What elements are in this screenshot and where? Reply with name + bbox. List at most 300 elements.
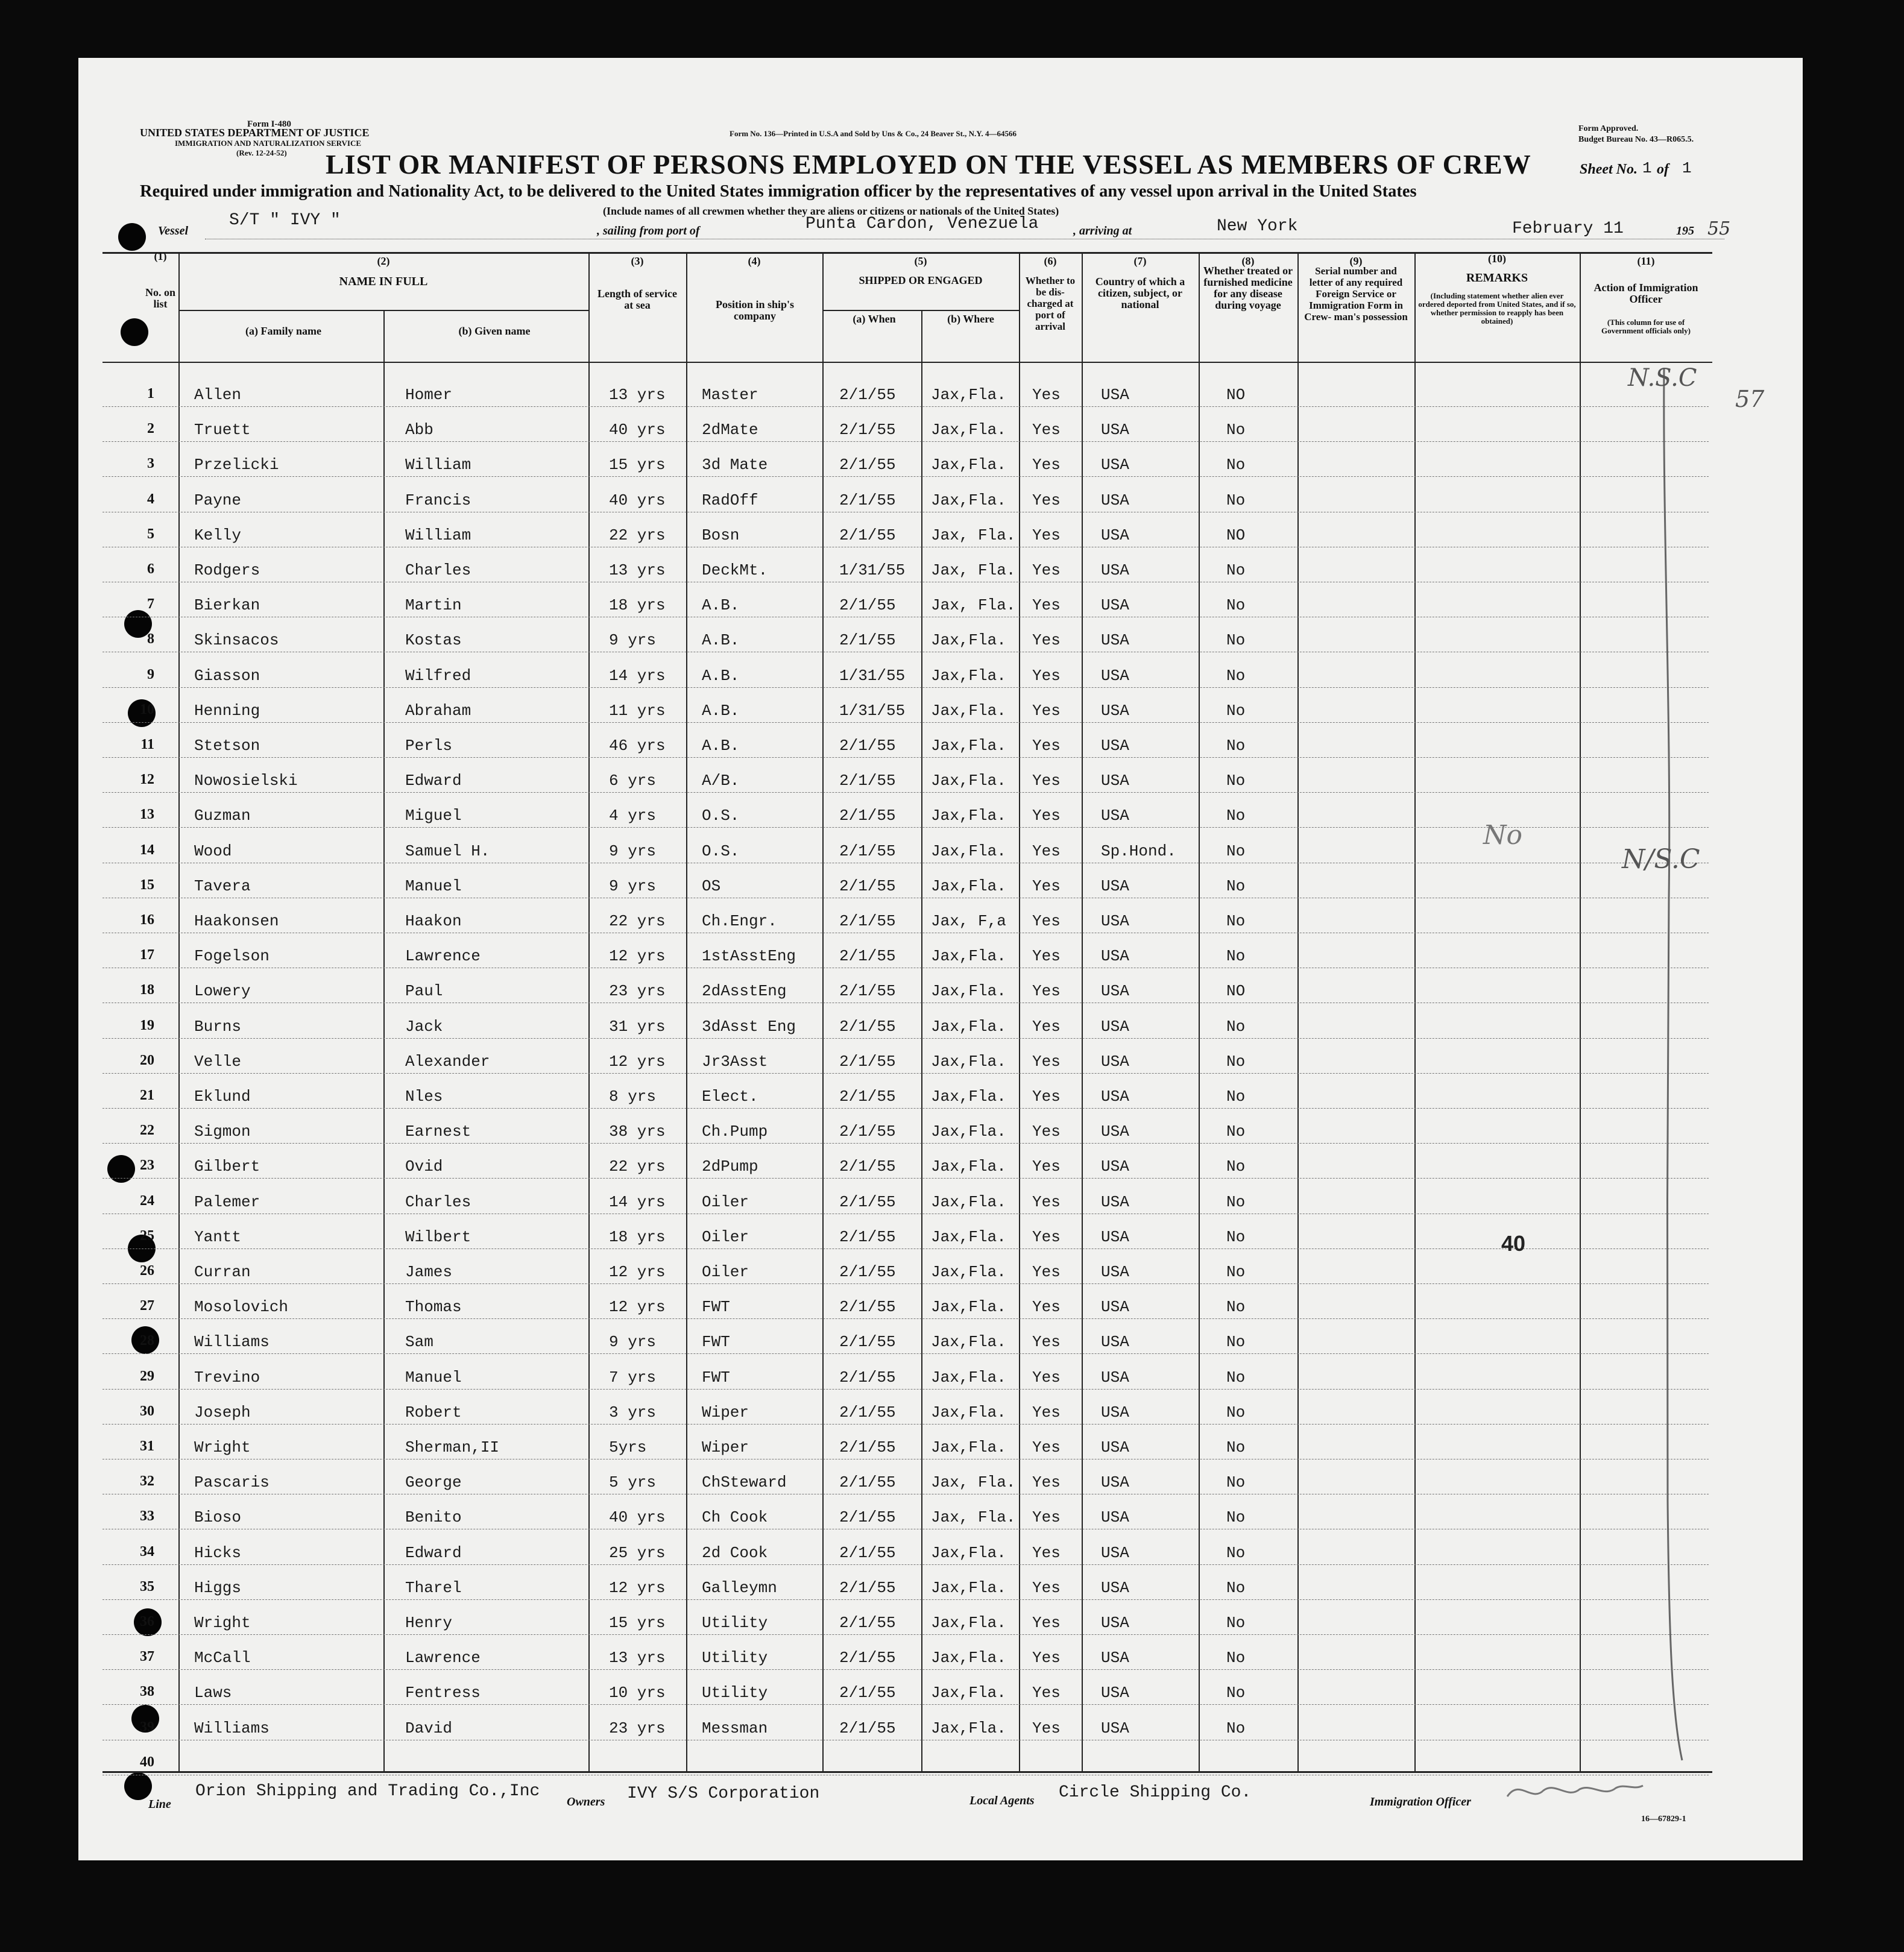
given-name: Manuel — [405, 1368, 462, 1387]
shipped-where: Jax,Fla. — [931, 877, 1006, 895]
col-divider — [1580, 253, 1581, 1772]
sheet-number: 1 — [1642, 159, 1652, 177]
treated: No — [1226, 912, 1246, 930]
col2b-header: (b) Given name — [458, 325, 531, 337]
col9-header: Serial number and letter of any required Foreign Service or Immigration Form in Crew- man's possession — [1304, 265, 1408, 323]
treated: No — [1226, 491, 1246, 509]
service-length: 12 yrs — [609, 947, 666, 966]
col8-number: (8) — [1241, 255, 1255, 267]
service-length: 13 yrs — [609, 1649, 666, 1667]
shipped-where: Jax,Fla. — [931, 456, 1006, 474]
given-name: Lawrence — [405, 947, 481, 966]
col3-number: (3) — [631, 255, 644, 267]
vessel-label: Vessel — [158, 224, 188, 238]
shipped-where: Jax,Fla. — [931, 1614, 1006, 1632]
country: USA — [1101, 1052, 1129, 1071]
country: USA — [1101, 421, 1129, 439]
discharged: Yes — [1032, 1333, 1061, 1352]
given-name: Perls — [405, 737, 453, 755]
family-name: Velle — [194, 1052, 242, 1071]
family-name: Trevino — [194, 1368, 260, 1387]
page-title: LIST OR MANIFEST OF PERSONS EMPLOYED ON THE VESSEL AS MEMBERS OF CREW — [326, 149, 1531, 180]
country: USA — [1101, 1543, 1129, 1562]
service-length: 8 yrs — [609, 1088, 657, 1106]
row-number: 3 — [147, 456, 154, 472]
country: USA — [1101, 1157, 1129, 1176]
header-bottom-border — [102, 362, 1712, 363]
shipped-where: Jax,Fla. — [931, 1192, 1006, 1211]
col2a-header: (a) Family name — [245, 325, 321, 337]
col2-header: NAME IN FULL — [339, 275, 428, 288]
service-length: 12 yrs — [609, 1298, 666, 1317]
shipped-where: Jax,Fla. — [931, 1088, 1006, 1106]
country: USA — [1101, 1192, 1129, 1211]
country: USA — [1101, 386, 1129, 404]
shipped-when: 2/1/55 — [839, 1543, 896, 1562]
col-divider — [1414, 253, 1416, 1772]
family-name: Gilbert — [194, 1157, 260, 1176]
arrival-date: February 11 — [1512, 219, 1624, 238]
family-name: Joseph — [194, 1403, 251, 1421]
position: DeckMt. — [702, 561, 768, 579]
line-company: Orion Shipping and Trading Co.,Inc — [195, 1782, 540, 1801]
discharged: Yes — [1032, 666, 1061, 685]
position: Wiper — [702, 1403, 749, 1421]
treated: No — [1226, 1684, 1246, 1702]
position: Messman — [702, 1719, 768, 1737]
service-length: 9 yrs — [609, 1333, 657, 1352]
row-number: 26 — [140, 1263, 154, 1279]
shipped-where: Jax,Fla. — [931, 1578, 1006, 1597]
row-separator — [102, 1669, 1709, 1670]
position: RadOff — [702, 491, 758, 509]
sheet-total: 1 — [1682, 159, 1692, 177]
service-length: 46 yrs — [609, 737, 666, 755]
shipped-where: Jax,Fla. — [931, 842, 1006, 860]
service-length: 10 yrs — [609, 1684, 666, 1702]
country: USA — [1101, 982, 1129, 1001]
discharged: Yes — [1032, 772, 1061, 790]
col10-number: (10) — [1488, 253, 1506, 265]
country: USA — [1101, 877, 1129, 895]
country: USA — [1101, 947, 1129, 966]
row-separator — [102, 1353, 1709, 1354]
treated: No — [1226, 701, 1246, 720]
position: A.B. — [702, 737, 740, 755]
position: FWT — [702, 1333, 730, 1352]
position: Utility — [702, 1684, 768, 1702]
shipped-where: Jax,Fla. — [931, 1157, 1006, 1176]
vessel-name: S/T " IVY " — [229, 211, 341, 230]
country: USA — [1101, 666, 1129, 685]
shipped-when: 2/1/55 — [839, 772, 896, 790]
row-separator — [102, 687, 1709, 688]
row-separator — [102, 1038, 1709, 1039]
family-name: Guzman — [194, 807, 251, 825]
discharged: Yes — [1032, 1684, 1061, 1702]
country: USA — [1101, 1088, 1129, 1106]
given-name: Haakon — [405, 912, 462, 930]
discharged: Yes — [1032, 1543, 1061, 1562]
row-separator — [102, 1178, 1709, 1179]
col4-header: Position in ship's company — [715, 298, 795, 322]
row-separator — [102, 1248, 1709, 1249]
shipped-where: Jax, Fla. — [931, 1473, 1016, 1492]
shipped-when: 2/1/55 — [839, 877, 896, 895]
row-number: 19 — [140, 1017, 154, 1033]
country: USA — [1101, 1017, 1129, 1036]
position: Ch.Engr. — [702, 912, 777, 930]
col-divider — [1199, 253, 1200, 1772]
family-name: Sigmon — [194, 1122, 251, 1141]
row-separator — [102, 1704, 1709, 1705]
family-name: Przelicki — [194, 456, 279, 474]
shipped-where: Jax,Fla. — [931, 1227, 1006, 1246]
shipped-where: Jax,Fla. — [931, 807, 1006, 825]
treated: No — [1226, 596, 1246, 615]
punch-hole — [121, 318, 148, 346]
row-separator — [102, 1424, 1709, 1425]
treated: No — [1226, 1368, 1246, 1387]
position: A.B. — [702, 596, 740, 615]
row-separator — [102, 792, 1709, 793]
family-name: Stetson — [194, 737, 260, 755]
country: USA — [1101, 1227, 1129, 1246]
position: A.B. — [702, 631, 740, 650]
service-length: 9 yrs — [609, 877, 657, 895]
discharged: Yes — [1032, 1227, 1061, 1246]
given-name: Edward — [405, 1543, 462, 1562]
service-line: IMMIGRATION AND NATURALIZATION SERVICE — [175, 139, 362, 148]
row-number: 8 — [147, 631, 154, 647]
discharged: Yes — [1032, 1368, 1061, 1387]
row-number: 12 — [140, 772, 154, 788]
col-divider — [178, 253, 180, 1772]
shipped-where: Jax,Fla. — [931, 1263, 1006, 1281]
officer-signature — [1501, 1772, 1646, 1809]
given-name: Francis — [405, 491, 471, 509]
col11-header: Action of Immigration Officer — [1593, 282, 1698, 305]
revision-line: (Rev. 12-24-52) — [236, 148, 287, 157]
row-separator — [102, 1389, 1709, 1390]
shipped-when: 2/1/55 — [839, 1263, 896, 1281]
country: USA — [1101, 701, 1129, 720]
family-name: Allen — [194, 386, 242, 404]
row-number: 23 — [140, 1157, 154, 1174]
family-name: Higgs — [194, 1578, 242, 1597]
punch-hole — [124, 1772, 152, 1800]
treated: No — [1226, 947, 1246, 966]
family-name: Lowery — [194, 982, 251, 1001]
country: Sp.Hond. — [1101, 842, 1176, 860]
punch-hole — [118, 223, 146, 251]
treated: No — [1226, 1578, 1246, 1597]
row-number: 34 — [140, 1543, 154, 1560]
given-name: Manuel — [405, 877, 462, 895]
discharged: Yes — [1032, 1473, 1061, 1492]
department-line: UNITED STATES DEPARTMENT OF JUSTICE — [140, 127, 370, 139]
row-separator — [102, 1318, 1709, 1319]
family-name: McCall — [194, 1649, 251, 1667]
row-separator — [102, 1634, 1709, 1635]
svg-text:N.S.C: N.S.C — [1628, 364, 1697, 392]
family-name: Mosolovich — [194, 1298, 289, 1317]
country: USA — [1101, 1614, 1129, 1632]
treated: No — [1226, 807, 1246, 825]
country: USA — [1101, 1403, 1129, 1421]
position: 2dMate — [702, 421, 758, 439]
service-length: 5 yrs — [609, 1473, 657, 1492]
officer-action-marks — [1592, 356, 1736, 1772]
service-length: 9 yrs — [609, 631, 657, 650]
service-length: 38 yrs — [609, 1122, 666, 1141]
family-name: Henning — [194, 701, 260, 720]
discharged: Yes — [1032, 631, 1061, 650]
given-name: Sam — [405, 1333, 433, 1352]
service-length: 3 yrs — [609, 1403, 657, 1421]
row-number: 20 — [140, 1052, 154, 1068]
discharged: Yes — [1032, 947, 1061, 966]
discharged: Yes — [1032, 491, 1061, 509]
row-number: 4 — [147, 491, 154, 507]
position: Galleymn — [702, 1578, 777, 1597]
row-number: 37 — [140, 1649, 154, 1665]
service-length: 13 yrs — [609, 386, 666, 404]
shipped-when: 2/1/55 — [839, 1052, 896, 1071]
service-length: 12 yrs — [609, 1263, 666, 1281]
service-length: 25 yrs — [609, 1543, 666, 1562]
country: USA — [1101, 1473, 1129, 1492]
given-name: Abraham — [405, 701, 471, 720]
printer-line: Form No. 136—Printed in U.S.A and Sold by Uns & Co., 24 Beaver St., N.Y. 4—64566 — [730, 129, 1017, 138]
shipped-where: Jax,Fla. — [931, 982, 1006, 1001]
shipped-when: 2/1/55 — [839, 1368, 896, 1387]
treated: No — [1226, 1298, 1246, 1317]
discharged: Yes — [1032, 1438, 1061, 1456]
service-length: 23 yrs — [609, 982, 666, 1001]
country: USA — [1101, 1438, 1129, 1456]
discharged: Yes — [1032, 561, 1061, 579]
position: 3d Mate — [702, 456, 768, 474]
given-name: Tharel — [405, 1578, 462, 1597]
row-separator — [102, 722, 1709, 723]
discharged: Yes — [1032, 1614, 1061, 1632]
discharged: Yes — [1032, 737, 1061, 755]
treated: No — [1226, 1017, 1246, 1036]
country: USA — [1101, 1508, 1129, 1527]
row-separator — [102, 1564, 1709, 1565]
given-name: Nles — [405, 1088, 443, 1106]
row-number: 13 — [140, 807, 154, 823]
shipped-when: 2/1/55 — [839, 1649, 896, 1667]
shipped-where: Jax,Fla. — [931, 1368, 1006, 1387]
discharged: Yes — [1032, 1298, 1061, 1317]
treated: No — [1226, 1192, 1246, 1211]
given-name: James — [405, 1263, 453, 1281]
service-length: 9 yrs — [609, 842, 657, 860]
sheet-label: Sheet No. — [1580, 162, 1638, 177]
officer-label: Immigration Officer — [1370, 1795, 1471, 1809]
agents-label: Local Agents — [969, 1794, 1035, 1807]
family-name: Giasson — [194, 666, 260, 685]
shipped-when: 2/1/55 — [839, 1473, 896, 1492]
family-name: Kelly — [194, 526, 242, 544]
family-name: Curran — [194, 1263, 251, 1281]
shipped-where: Jax,Fla. — [931, 1649, 1006, 1667]
shipped-where: Jax,Fla. — [931, 1122, 1006, 1141]
row-number: 33 — [140, 1508, 154, 1525]
service-length: 5yrs — [609, 1438, 647, 1456]
col5-header: SHIPPED OR ENGAGED — [859, 274, 983, 286]
col-divider — [383, 311, 385, 1772]
shipped-when: 2/1/55 — [839, 1122, 896, 1141]
row-number: 28 — [140, 1333, 154, 1349]
row-separator — [102, 1283, 1709, 1284]
shipped-when: 2/1/55 — [839, 1088, 896, 1106]
shipped-where: Jax, Fla. — [931, 1508, 1016, 1527]
family-name: Eklund — [194, 1088, 251, 1106]
col5-number: (5) — [914, 255, 927, 267]
row-number: 27 — [140, 1298, 154, 1314]
treated: No — [1226, 1263, 1246, 1281]
shipped-where: Jax,Fla. — [931, 1052, 1006, 1071]
name-header-divider — [178, 310, 588, 311]
family-name: Skinsacos — [194, 631, 279, 650]
service-length: 7 yrs — [609, 1368, 657, 1387]
sailing-port: Punta Cardon, Venezuela — [805, 215, 1039, 233]
col11-note: (This column for use of Government officials only) — [1601, 318, 1691, 335]
given-name: Wilfred — [405, 666, 471, 685]
treated: No — [1226, 1438, 1246, 1456]
row-separator — [102, 1599, 1709, 1600]
row-number: 2 — [147, 421, 154, 437]
shipped-when: 1/31/55 — [839, 561, 906, 579]
family-name: Wright — [194, 1614, 251, 1632]
shipped-where: Jax, Fla. — [931, 526, 1016, 544]
row-number: 11 — [140, 737, 154, 752]
position: Wiper — [702, 1438, 749, 1456]
service-length: 40 yrs — [609, 491, 666, 509]
shipped-header-divider — [822, 310, 1019, 311]
treated: No — [1226, 1157, 1246, 1176]
country: USA — [1101, 1298, 1129, 1317]
shipped-where: Jax, F,a — [931, 912, 1006, 930]
shipped-where: Jax, Fla. — [931, 596, 1016, 615]
col4-number: (4) — [748, 255, 761, 267]
given-name: Ovid — [405, 1157, 443, 1176]
row-number: 32 — [140, 1473, 154, 1490]
col1-header: No. on list — [145, 286, 175, 310]
given-name: Paul — [405, 982, 443, 1001]
family-name: Bioso — [194, 1508, 242, 1527]
family-name: Truett — [194, 421, 251, 439]
discharged: Yes — [1032, 1508, 1061, 1527]
discharged: Yes — [1032, 877, 1061, 895]
country: USA — [1101, 596, 1129, 615]
country: USA — [1101, 526, 1129, 544]
shipped-when: 2/1/55 — [839, 491, 896, 509]
service-length: 22 yrs — [609, 1157, 666, 1176]
sheet-of-label: of — [1657, 162, 1669, 177]
given-name: Robert — [405, 1403, 462, 1421]
given-name: Homer — [405, 386, 453, 404]
country: USA — [1101, 1649, 1129, 1667]
discharged: Yes — [1032, 1649, 1061, 1667]
given-name: Edward — [405, 772, 462, 790]
treated: No — [1226, 842, 1246, 860]
shipped-where: Jax,Fla. — [931, 1333, 1006, 1352]
row-number: 30 — [140, 1403, 154, 1419]
treated: No — [1226, 737, 1246, 755]
shipped-where: Jax,Fla. — [931, 1438, 1006, 1456]
shipped-when: 2/1/55 — [839, 386, 896, 404]
discharged: Yes — [1032, 526, 1061, 544]
line-label: Line — [148, 1798, 171, 1811]
col-divider — [921, 311, 922, 1772]
position: Elect. — [702, 1088, 758, 1106]
row-number: 29 — [140, 1368, 154, 1384]
year-prefix: 195 — [1676, 224, 1694, 238]
col-divider — [822, 253, 824, 1772]
service-length: 14 yrs — [609, 1192, 666, 1211]
discharged: Yes — [1032, 1403, 1061, 1421]
service-length: 23 yrs — [609, 1719, 666, 1737]
shipped-when: 1/31/55 — [839, 701, 906, 720]
handwritten-remark-no: No — [1483, 820, 1522, 851]
form-number-left: Form I-480 — [247, 119, 291, 129]
col-divider — [686, 253, 687, 1772]
given-name: Wilbert — [405, 1227, 471, 1246]
treated: No — [1226, 421, 1246, 439]
row-number: 39 — [140, 1719, 154, 1735]
discharged: Yes — [1032, 982, 1061, 1001]
row-separator — [102, 1073, 1709, 1074]
discharged: Yes — [1032, 386, 1061, 404]
col11-number: (11) — [1637, 255, 1655, 267]
shipped-when: 2/1/55 — [839, 1578, 896, 1597]
family-name: Bierkan — [194, 596, 260, 615]
given-name: Charles — [405, 1192, 471, 1211]
given-name: Earnest — [405, 1122, 471, 1141]
handwritten-count: 57 — [1735, 386, 1765, 412]
col-divider — [588, 253, 590, 1772]
family-name: Laws — [194, 1684, 232, 1702]
country: USA — [1101, 631, 1129, 650]
shipped-when: 2/1/55 — [839, 1298, 896, 1317]
position: Ch.Pump — [702, 1122, 768, 1141]
country: USA — [1101, 1333, 1129, 1352]
discharged: Yes — [1032, 1192, 1061, 1211]
given-name: William — [405, 526, 471, 544]
table-bottom-border — [102, 1771, 1712, 1773]
discharged: Yes — [1032, 1088, 1061, 1106]
country: USA — [1101, 737, 1129, 755]
shipped-when: 2/1/55 — [839, 596, 896, 615]
budget-bureau: Budget Bureau No. 43—R065.5. — [1578, 135, 1694, 144]
row-number: 7 — [147, 596, 154, 612]
svg-text:N/S.C: N/S.C — [1622, 844, 1700, 875]
shipped-when: 2/1/55 — [839, 456, 896, 474]
row-number: 14 — [140, 842, 154, 858]
treated: No — [1226, 1543, 1246, 1562]
country: USA — [1101, 1684, 1129, 1702]
service-length: 14 yrs — [609, 666, 666, 685]
treated: No — [1226, 1088, 1246, 1106]
service-length: 40 yrs — [609, 1508, 666, 1527]
row-number: 36 — [140, 1614, 154, 1629]
col5b-header: (b) Where — [947, 313, 994, 325]
discharged: Yes — [1032, 1052, 1061, 1071]
